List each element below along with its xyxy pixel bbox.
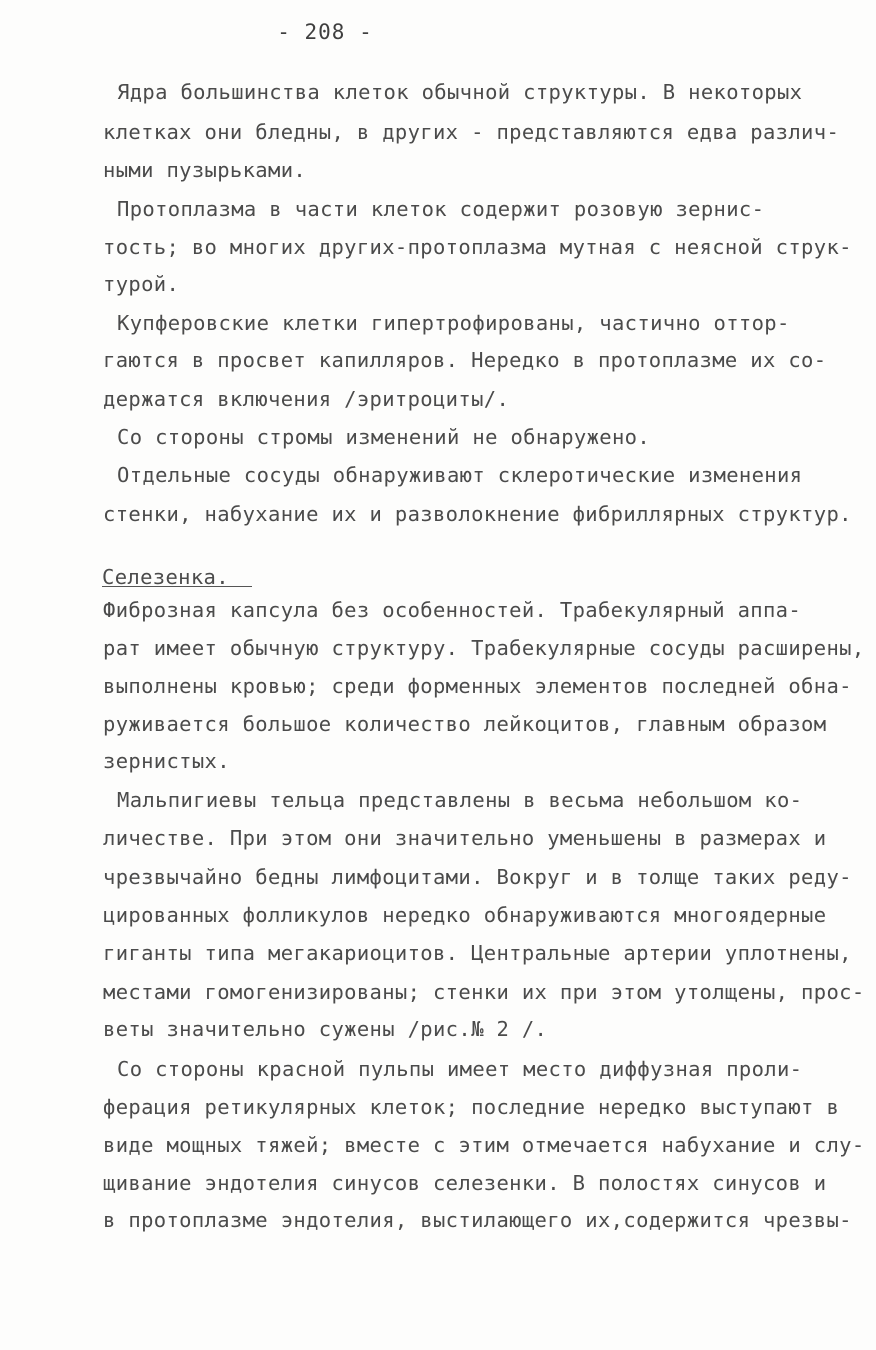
text-line: Со стороны красной пульпы имеет место диффузная проли- — [117, 1057, 803, 1081]
text-line: личестве. При этом они значительно уменьшены в размерах и — [103, 826, 827, 850]
text-line: держатся включения /эритроциты/. — [103, 387, 510, 411]
text-line: выполнены кровью; среди форменных элементов последней обна- — [103, 674, 852, 698]
section-heading: Селезенка. — [102, 565, 229, 589]
text-line: виде мощных тяжей; вместе с этим отмечается набухание и слу- — [103, 1133, 865, 1157]
text-line: гаются в просвет капилляров. Нередко в протоплазме их со- — [103, 348, 827, 372]
text-line: Купферовские клетки гипертрофированы, частично оттор- — [117, 311, 790, 335]
text-line: Протоплазма в части клеток содержит розовую зернис- — [117, 197, 765, 221]
text-line: руживается большое количество лейкоцитов, главным образом — [103, 712, 827, 736]
text-line: Ядра большинства клеток обычной структуры. В некоторых — [117, 80, 803, 104]
text-line: в протоплазме эндотелия, выстилающего их,содержится чрезвы- — [103, 1208, 852, 1232]
text-line: турой. — [103, 272, 180, 296]
page-number: - 208 - — [277, 20, 373, 44]
text-line: местами гомогенизированы; стенки их при этом утолщены, прос- — [103, 980, 865, 1004]
text-line: щивание эндотелия синусов селезенки. В полостях синусов и — [103, 1171, 827, 1195]
text-line: Фиброзная капсула без особенностей. Трабекулярный аппа- — [103, 598, 802, 622]
text-line: Отдельные сосуды обнаруживают склеротические изменения — [117, 463, 803, 487]
heading-underline — [102, 586, 252, 587]
text-line: зернистых. — [103, 749, 230, 773]
text-line: клетках они бледны, в других - представляются едва различ- — [103, 120, 840, 144]
text-line: Со стороны стромы изменений не обнаружено. — [117, 425, 651, 449]
text-line: тость; во многих других-протоплазма мутная с неясной струк- — [103, 235, 852, 259]
text-line: стенки, набухание их и разволокнение фибриллярных структур. — [103, 502, 852, 526]
text-line: ферация ретикулярных клеток; последние нередко выступают в — [103, 1095, 840, 1119]
text-line: Мальпигиевы тельца представлены в весьма небольшом ко- — [117, 788, 803, 812]
text-line: рат имеет обычную структуру. Трабекулярные сосуды расширены, — [103, 636, 865, 660]
text-line: веты значительно сужены /рис.№ 2 /. — [103, 1017, 548, 1041]
text-line: цированных фолликулов нередко обнаруживаются многоядерные — [103, 903, 827, 927]
text-line: чрезвычайно бедны лимфоцитами. Вокруг и в толще таких реду- — [103, 865, 852, 889]
text-line: гиганты типа мегакариоцитов. Центральные артерии уплотнены, — [103, 941, 852, 965]
text-line: ными пузырьками. — [103, 158, 307, 182]
